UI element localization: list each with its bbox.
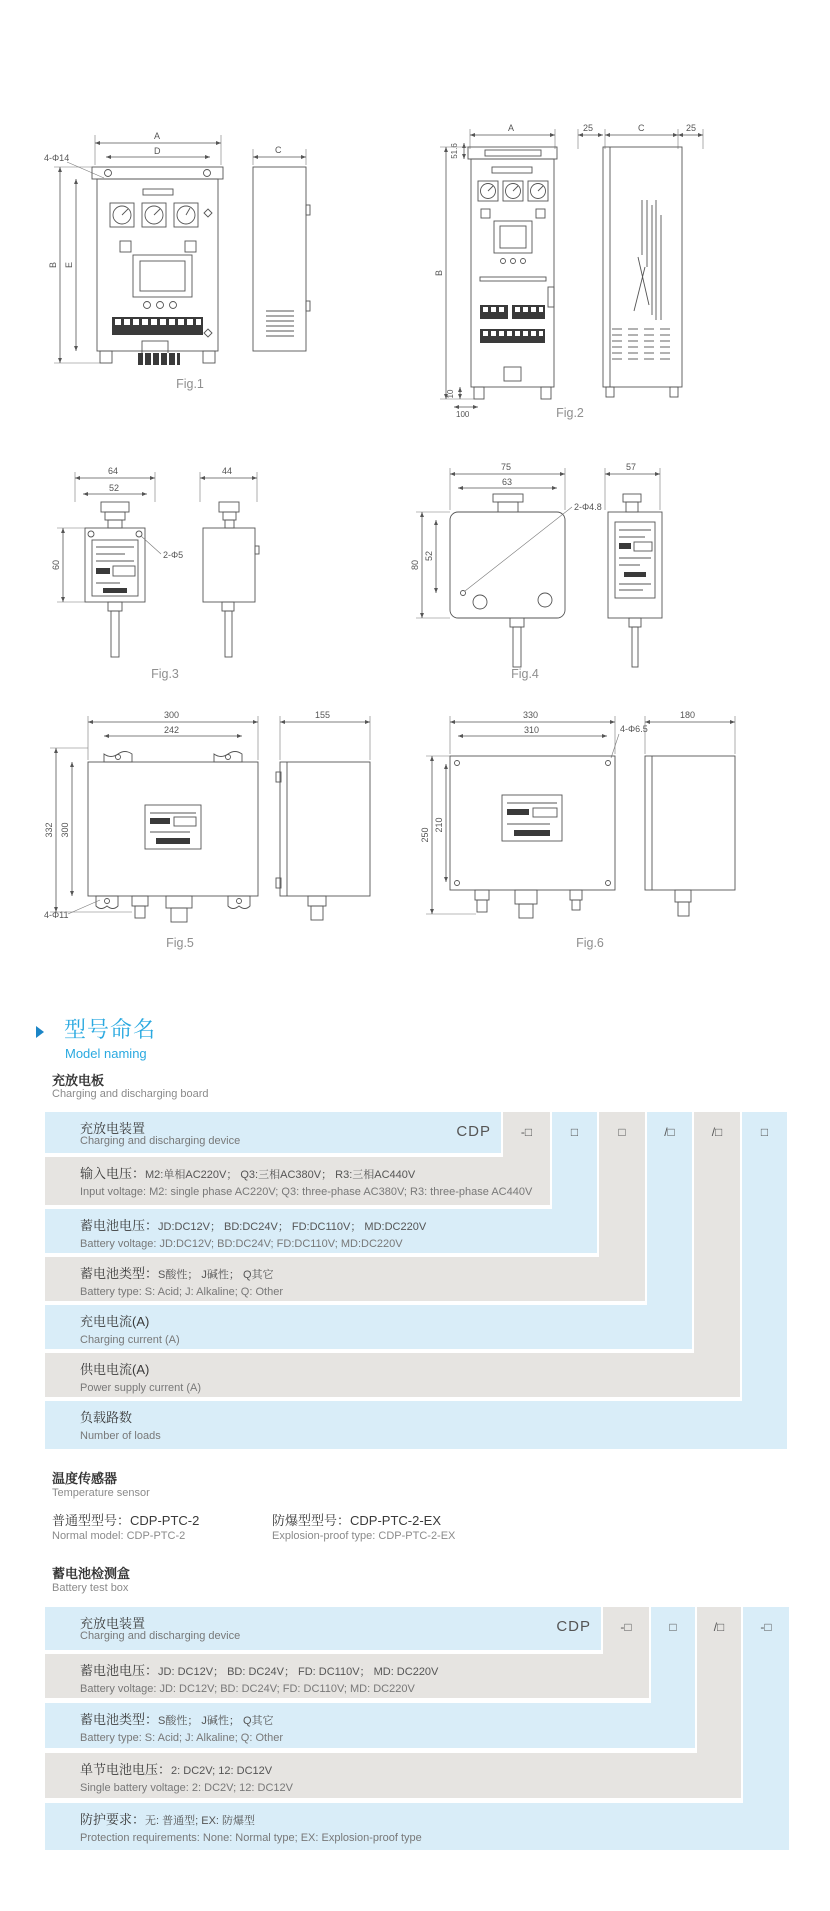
dim-label: D	[154, 146, 161, 156]
temp-sensor-title-cn: 温度传感器	[52, 1471, 118, 1486]
temp-sensor-title-en: Temperature sensor	[52, 1487, 150, 1499]
row-label-cn: 蓄电池电压：	[80, 1663, 159, 1678]
dim-label: A	[508, 123, 515, 133]
row-label-en: Input voltage: M2: single phase AC220V; Q3: three-phase AC380V; R3: three-phase AC440V	[80, 1186, 533, 1198]
table-row	[45, 1703, 695, 1748]
model-slot: □	[570, 1125, 579, 1139]
header-label-en: Charging and discharging device	[80, 1630, 241, 1642]
dim-label: 4-Φ14	[44, 153, 70, 163]
dim-label: 332	[44, 822, 54, 838]
model-code: CDP	[556, 1618, 591, 1635]
row-value-cn: JD: DC12V； BD: DC24V； FD: DC110V； MD: DC220V	[158, 1666, 439, 1678]
row-label-en: Single battery voltage: 2: DC2V; 12: DC12V	[80, 1782, 293, 1794]
dim-label: 180	[680, 710, 696, 720]
dim-label: 57	[626, 462, 637, 472]
row-value-cn: S酸性； J碱性； Q其它	[158, 1715, 274, 1727]
row-label-cn: 蓄电池类型：	[80, 1266, 159, 1281]
dim-label: B	[48, 261, 58, 269]
board-title-cn: 充放电板	[52, 1073, 105, 1088]
row-label-cn: 充电电流(A)	[80, 1314, 150, 1329]
figure-5-drawing	[40, 700, 380, 955]
table-row	[45, 1209, 597, 1253]
row-label-en: Power supply current (A)	[80, 1382, 202, 1394]
dim-label: 75	[501, 462, 512, 472]
table-row	[45, 1654, 649, 1698]
model-slot: □	[618, 1125, 626, 1139]
model-slot: □	[669, 1620, 677, 1634]
normal-model-en: Normal model: CDP-PTC-2	[52, 1530, 186, 1542]
table-row	[45, 1157, 550, 1205]
figure-6-caption: Fig.6	[576, 936, 604, 950]
figure-1-caption: Fig.1	[176, 377, 204, 391]
dim-label: 210	[434, 817, 444, 833]
dim-label: 4-Φ11	[44, 910, 69, 920]
model-naming-table-testbox	[45, 1607, 789, 1850]
model-slot: -□	[520, 1125, 533, 1139]
dim-label: 63	[502, 477, 513, 487]
model-naming-table-board	[45, 1112, 787, 1449]
dim-label: 310	[524, 725, 540, 735]
row-label-cn: 单节电池电压：	[80, 1762, 172, 1777]
model-slot: -□	[760, 1620, 772, 1634]
row-value-cn: 2: DC2V; 12: DC12V	[171, 1765, 273, 1777]
table-row	[45, 1803, 789, 1850]
table-header-cell	[45, 1112, 501, 1153]
dim-label: 100	[456, 410, 470, 419]
table-row	[45, 1257, 645, 1301]
table-header-cell	[45, 1607, 601, 1650]
row-label-cn: 防护要求：	[80, 1812, 146, 1827]
header-label-en: Charging and discharging device	[80, 1135, 241, 1147]
row-label-en: Battery type: S: Acid; J: Alkaline; Q: Other	[80, 1732, 283, 1744]
dim-label: 60	[51, 559, 61, 571]
row-label-cn: 蓄电池类型：	[80, 1712, 159, 1727]
dim-label: 51.6	[450, 143, 459, 159]
row-label-en: Protection requirements: None: Normal type; EX: Explosion-proof type	[80, 1832, 422, 1844]
dim-label: C	[638, 123, 645, 133]
section-marker-icon	[36, 1026, 44, 1038]
figure-4-drawing	[360, 450, 680, 685]
dim-label: 250	[420, 827, 430, 843]
row-label-en: Battery voltage: JD:DC12V; BD:DC24V; FD:DC110V; MD:DC220V	[80, 1238, 403, 1250]
normal-model-cn: 普通型型号：CDP-PTC-2	[52, 1513, 200, 1528]
model-slot: □	[760, 1125, 769, 1139]
model-slot: /□	[664, 1125, 675, 1139]
section-title-en: Model naming	[65, 1046, 147, 1061]
testbox-title-en: Battery test box	[52, 1582, 129, 1594]
ex-model-en: Explosion-proof type: CDP-PTC-2-EX	[272, 1530, 456, 1542]
dim-label: 44	[222, 466, 233, 476]
dim-label: 80	[410, 559, 420, 571]
model-slot-column	[742, 1112, 787, 1449]
table-row	[45, 1353, 740, 1397]
row-value-cn: 无: 普通型; EX: 防爆型	[145, 1815, 256, 1827]
dim-label: 4-Φ6.5	[620, 724, 648, 734]
dim-label: B	[434, 269, 444, 277]
table-row	[45, 1305, 692, 1349]
dim-label: 10	[446, 389, 455, 399]
dim-label: 242	[164, 725, 180, 735]
dim-label: 52	[424, 550, 434, 562]
row-label-cn: 输入电压：	[80, 1166, 146, 1181]
row-value-cn: S酸性； J碱性； Q其它	[158, 1269, 274, 1281]
model-slot: /□	[711, 1125, 723, 1139]
row-label-en: Number of loads	[80, 1430, 161, 1442]
row-value-cn: M2:单相AC220V； Q3:三相AC380V； R3:三相AC440V	[145, 1169, 416, 1181]
figure-6-drawing	[420, 700, 800, 955]
dim-label: A	[154, 131, 161, 141]
dim-label: 64	[108, 466, 119, 476]
dim-label: 25	[686, 123, 697, 133]
row-label-cn: 蓄电池电压：	[80, 1218, 159, 1233]
dim-label: 52	[109, 483, 120, 493]
dim-label: E	[64, 261, 74, 269]
table-row	[45, 1753, 741, 1798]
figure-5-caption: Fig.5	[166, 936, 194, 950]
dim-label: 300	[60, 822, 70, 838]
header-label-cn: 充放电装置	[80, 1616, 146, 1631]
row-label-en: Battery voltage: JD: DC12V; BD: DC24V; FD: DC110V; MD: DC220V	[80, 1683, 415, 1695]
figure-3-caption: Fig.3	[151, 667, 179, 681]
dim-label: 300	[164, 710, 180, 720]
row-label-cn: 供电电流(A)	[80, 1362, 150, 1377]
model-code: CDP	[456, 1123, 491, 1140]
figure-3-drawing	[45, 450, 285, 685]
figure-2-caption: Fig.2	[556, 406, 584, 420]
section-title-cn: 型号命名	[64, 1017, 157, 1042]
dim-label: 155	[315, 710, 331, 720]
dim-label: 2-Φ5	[163, 550, 184, 560]
dim-label: 2-Φ4.8	[574, 502, 602, 512]
dim-label: 330	[523, 710, 539, 720]
row-label-cn: 负载路数	[80, 1410, 133, 1425]
ex-model-cn: 防爆型型号：CDP-PTC-2-EX	[272, 1513, 442, 1528]
board-title-en: Charging and discharging board	[52, 1088, 209, 1100]
model-slot: -□	[620, 1620, 632, 1634]
row-value-cn: JD:DC12V； BD:DC24V； FD:DC110V； MD:DC220V	[158, 1221, 427, 1233]
table-row	[45, 1401, 787, 1449]
row-label-en: Charging current (A)	[80, 1334, 180, 1346]
figure-4-caption: Fig.4	[511, 667, 539, 681]
row-label-en: Battery type: S: Acid; J: Alkaline; Q: Other	[80, 1286, 283, 1298]
header-label-cn: 充放电装置	[80, 1121, 146, 1136]
model-slot: /□	[713, 1620, 725, 1634]
testbox-title-cn: 蓄电池检测盒	[52, 1566, 131, 1581]
figure-2-drawing	[420, 105, 720, 425]
figure-1-drawing	[40, 105, 340, 395]
dim-label: 25	[583, 123, 594, 133]
dim-label: C	[275, 145, 282, 155]
